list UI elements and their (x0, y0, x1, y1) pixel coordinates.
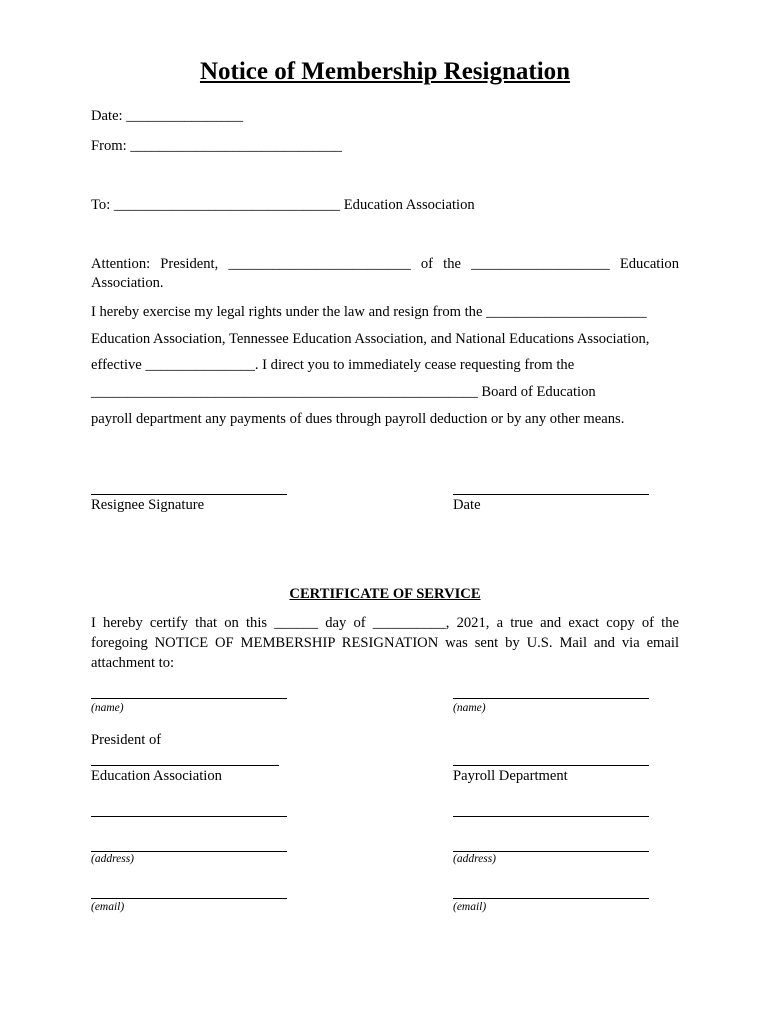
address-line-left-2 (91, 851, 287, 852)
address-label-left: (address) (91, 853, 135, 865)
address-line-left-1 (91, 816, 287, 817)
association-line (91, 765, 279, 766)
signature-line (91, 494, 287, 495)
payroll-line (453, 765, 649, 766)
email-label-left: (email) (91, 901, 125, 913)
name-label-right: (name) (453, 702, 486, 714)
attention-line: Attention: President, _________________________ of the ___________________ Education (91, 256, 679, 272)
certificate-text-line: foregoing NOTICE OF MEMBERSHIP RESIGNATION was sent by U.S. Mail and via email (91, 635, 679, 651)
body-text-line: payroll department any payments of dues through payroll deduction or by any other means. (91, 411, 625, 427)
name-label-left: (name) (91, 702, 124, 714)
email-line-right (453, 898, 649, 899)
certificate-text-line: attachment to: (91, 655, 175, 671)
certificate-text-line: I hereby certify that on this ______ day of __________, 2021, a true and exact copy of the (91, 615, 679, 631)
certificate-heading: CERTIFICATE OF SERVICE (289, 586, 481, 602)
body-text-line: I hereby exercise my legal rights under the law and resign from the ______________________ (91, 304, 647, 320)
signature-label: Resignee Signature (91, 497, 205, 513)
name-line-left (91, 698, 287, 699)
date-line: Date: ________________ (91, 108, 244, 124)
body-text-line: _____________________________________________________ Board of Education (91, 384, 596, 400)
president-of-label: President of (91, 732, 162, 748)
date-label: Date (453, 497, 481, 513)
payroll-department-label: Payroll Department (453, 768, 568, 784)
to-line: To: _______________________________ Education Association (91, 197, 475, 213)
education-association-label: Education Association (91, 768, 222, 784)
address-line-right-2 (453, 851, 649, 852)
attention-line-continued: Association. (91, 275, 164, 291)
email-label-right: (email) (453, 901, 487, 913)
address-label-right: (address) (453, 853, 497, 865)
date-signature-line (453, 494, 649, 495)
body-text-line: Education Association, Tennessee Education Association, and National Educations Association, (91, 331, 650, 347)
name-line-right (453, 698, 649, 699)
body-text-line: effective _______________. I direct you to immediately cease requesting from the (91, 357, 575, 373)
from-line: From: _____________________________ (91, 138, 342, 154)
page-title: Notice of Membership Resignation (199, 58, 571, 85)
email-line-left (91, 898, 287, 899)
address-line-right-1 (453, 816, 649, 817)
